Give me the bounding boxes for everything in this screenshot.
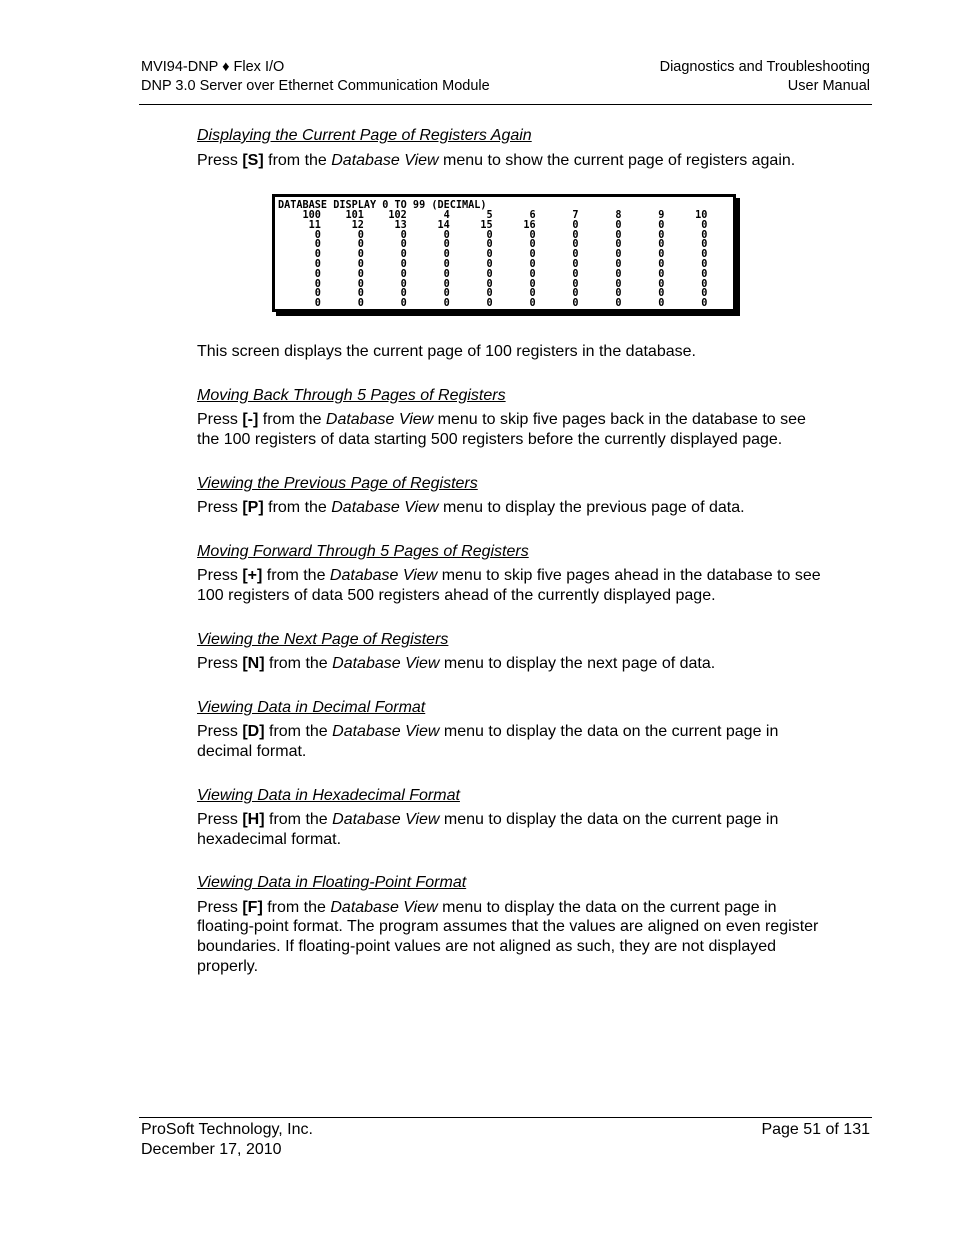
footer-right [761, 1120, 870, 1140]
section-heading: Viewing Data in Decimal Format [197, 698, 426, 716]
key-label: [F] [242, 898, 263, 916]
section-body [197, 898, 822, 976]
body-text: Press [197, 811, 243, 829]
section-heading: Moving Back Through 5 Pages of Registers [197, 386, 506, 404]
body-text: Press [197, 567, 243, 585]
section-next-page [197, 630, 822, 674]
body-text: from the [262, 898, 331, 916]
menu-name: Database View [329, 567, 438, 585]
section-previous-page [197, 474, 822, 518]
section-body [197, 810, 822, 849]
footer-divider [139, 1117, 872, 1118]
body-text: Press [197, 898, 243, 916]
page-content [197, 126, 822, 1000]
body-text: menu to display the previous page of data. [438, 499, 745, 517]
header-left [141, 58, 490, 96]
section-body [197, 151, 822, 171]
menu-name: Database View [331, 151, 439, 169]
header-divider [139, 104, 872, 105]
body-text: Press [197, 151, 243, 169]
body-text: from the [264, 723, 333, 741]
body-text: from the [258, 411, 326, 429]
footer-page-number: Page 51 of 131 [761, 1121, 870, 1138]
key-label: [-] [242, 411, 259, 429]
footer-company: ProSoft Technology, Inc. [141, 1121, 313, 1138]
database-display-screenshot [272, 194, 736, 312]
header-doc-type: User Manual [787, 78, 870, 94]
menu-name: Database View [330, 898, 438, 916]
body-text: menu to display the next page of data. [439, 655, 716, 673]
section-current-page [197, 126, 822, 170]
key-label: [+] [242, 567, 263, 585]
header-chapter: Diagnostics and Troubleshooting [659, 59, 870, 75]
body-text: menu to display the data on the current page in decimal format. [197, 723, 779, 760]
section-heading: Viewing Data in Floating-Point Format [197, 874, 467, 892]
body-text: Press [197, 723, 243, 741]
body-text: from the [264, 811, 333, 829]
key-label: [H] [242, 811, 265, 829]
key-label: [P] [242, 499, 264, 517]
body-text: menu to skip five pages ahead in the database to see 100 registers of data 500 registers ahead of the currently displayed page. [197, 567, 821, 604]
body-text: from the [262, 567, 330, 585]
body-text: menu to display the data on the current page in floating-point format. The program assumes that the values are aligned on even register boundaries. If floating-point values are not aligned as such, they are not displayed properly. [197, 898, 819, 975]
footer-date: December 17, 2010 [141, 1140, 282, 1158]
section-heading: Viewing Data in Hexadecimal Format [197, 786, 460, 804]
header-product: MVI94-DNP ♦ Flex I/O [141, 59, 285, 75]
section-body [197, 566, 822, 605]
section-decimal-format [197, 698, 822, 762]
key-label: [D] [242, 723, 265, 741]
key-label: [N] [242, 655, 265, 673]
body-text: from the [264, 655, 333, 673]
menu-name: Database View [332, 723, 440, 741]
section-hex-format [197, 786, 822, 850]
menu-name: Database View [332, 655, 440, 673]
footer-left [141, 1120, 313, 1159]
body-text: menu to show the current page of registers again. [438, 151, 796, 169]
body-text: menu to skip five pages back in the database to see the 100 registers of data starting 500 registers before the currently displayed page. [197, 411, 806, 448]
menu-name: Database View [325, 411, 434, 429]
section-body [197, 498, 822, 518]
section-body [197, 410, 822, 449]
body-text: from the [263, 499, 332, 517]
section-heading: Viewing the Next Page of Registers [197, 630, 449, 648]
body-text: from the [263, 151, 332, 169]
section-float-format [197, 873, 822, 976]
section-heading: Moving Forward Through 5 Pages of Registers [197, 542, 529, 560]
section-heading: Viewing the Previous Page of Registers [197, 474, 478, 492]
section-heading: Displaying the Current Page of Registers Again [197, 127, 532, 144]
body-text: Press [197, 411, 243, 429]
body-text: Press [197, 499, 243, 517]
menu-name: Database View [331, 499, 439, 517]
screenshot-caption: This screen displays the current page of 100 registers in the database. [197, 343, 696, 361]
body-text: menu to display the data on the current page in hexadecimal format. [197, 811, 779, 848]
key-label: [S] [242, 151, 264, 169]
database-display-text: DATABASE DISPLAY 0 TO 99 (DECIMAL) 100 101 102 4 5 6 7 8 9 10 11 12 13 14 15 16 0 0 0 0 0 0 0 0 0 0 0 0 0 0 0 0 0 0 0 0 0 0 0 0 0 0 0 0 0 0 0 0 0 0 0 0 0 0 0 0 0 0 0 0 0 0 0 0 0 0 0 0 0 0 0 0 0 0 0 0 0 0 0 0 0 0 0 0 0 0 0 0 0 0 0 0 0 0 0 0 0 0 0 0 [278, 200, 708, 310]
section-back-5-pages [197, 386, 822, 450]
body-text: Press [197, 655, 243, 673]
header-right [660, 58, 870, 96]
header-module: DNP 3.0 Server over Ethernet Communication Module [141, 78, 490, 94]
section-body [197, 654, 822, 674]
section-body [197, 722, 822, 761]
menu-name: Database View [332, 811, 440, 829]
section-forward-5-pages [197, 542, 822, 606]
